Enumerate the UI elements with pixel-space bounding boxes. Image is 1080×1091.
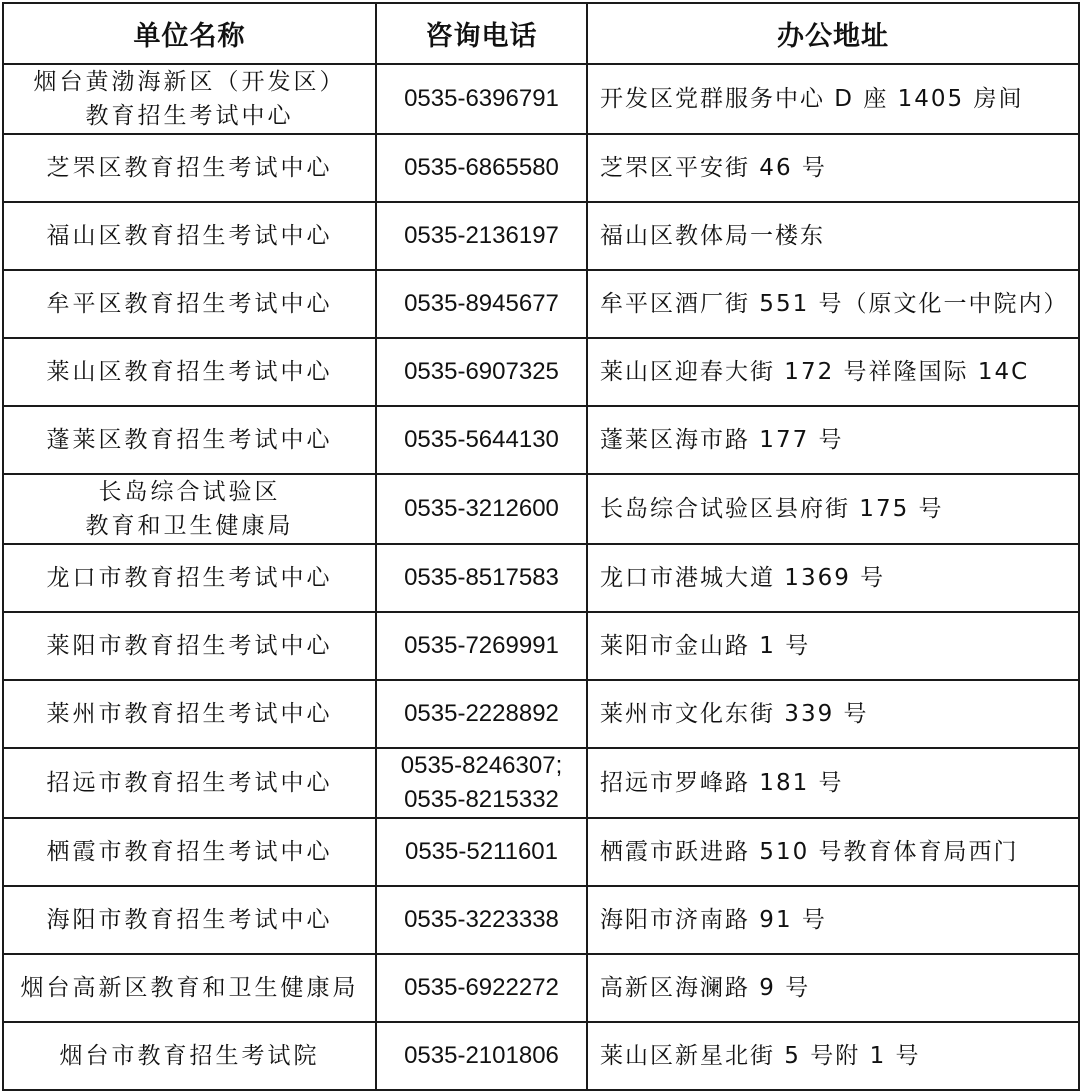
table-row bbox=[3, 680, 1079, 748]
address-cell: 芝罘区平安街 46 号 bbox=[587, 134, 1079, 202]
header-row bbox=[3, 3, 1079, 64]
address-cell: 招远市罗峰路 181 号 bbox=[587, 748, 1079, 818]
table-row bbox=[3, 134, 1079, 202]
unit-name-line: 海阳市教育招生考试中心 bbox=[46, 907, 333, 933]
phone-number: 0535-8246307; bbox=[400, 752, 563, 779]
phone-number: 0535-8215332 bbox=[404, 786, 559, 813]
address-cell: 莱山区迎春大街 172 号祥隆国际 14C bbox=[587, 338, 1079, 406]
unit-name-line: 牟平区教育招生考试中心 bbox=[46, 291, 333, 317]
table-body bbox=[3, 64, 1079, 1090]
address-cell: 长岛综合试验区县府街 175 号 bbox=[587, 474, 1079, 544]
contact-table bbox=[2, 2, 1080, 1091]
table-row bbox=[3, 818, 1079, 886]
unit-name-cell bbox=[3, 406, 376, 474]
phone-cell bbox=[376, 612, 587, 680]
unit-name-line: 教育和卫生健康局 bbox=[85, 513, 294, 539]
address-cell: 莱州市文化东街 339 号 bbox=[587, 680, 1079, 748]
phone-number: 0535-6396791 bbox=[404, 85, 559, 112]
address-cell: 牟平区酒厂街 551 号（原文化一中院内） bbox=[587, 270, 1079, 338]
table-row bbox=[3, 338, 1079, 406]
unit-name-line: 龙口市教育招生考试中心 bbox=[46, 565, 333, 591]
unit-name-line: 长岛综合试验区 bbox=[98, 479, 281, 505]
header-unit-name: 单位名称 bbox=[3, 3, 376, 64]
phone-cell bbox=[376, 748, 587, 818]
unit-name-cell bbox=[3, 474, 376, 544]
unit-name-line: 芝罘区教育招生考试中心 bbox=[46, 155, 333, 181]
table-row bbox=[3, 544, 1079, 612]
phone-cell bbox=[376, 134, 587, 202]
unit-name-cell bbox=[3, 612, 376, 680]
address-cell: 龙口市港城大道 1369 号 bbox=[587, 544, 1079, 612]
unit-name-cell bbox=[3, 270, 376, 338]
address-cell: 开发区党群服务中心 D 座 1405 房间 bbox=[587, 64, 1079, 134]
phone-number: 0535-7269991 bbox=[404, 632, 559, 659]
unit-name-line: 莱州市教育招生考试中心 bbox=[46, 701, 333, 727]
unit-name-line: 莱山区教育招生考试中心 bbox=[46, 359, 333, 385]
unit-name-cell bbox=[3, 64, 376, 134]
address-cell: 莱山区新星北街 5 号附 1 号 bbox=[587, 1022, 1079, 1090]
unit-name-cell bbox=[3, 1022, 376, 1090]
table-row bbox=[3, 954, 1079, 1022]
unit-name-cell bbox=[3, 202, 376, 270]
phone-cell bbox=[376, 680, 587, 748]
phone-number: 0535-2101806 bbox=[404, 1042, 559, 1069]
unit-name-line: 福山区教育招生考试中心 bbox=[46, 223, 333, 249]
table-row bbox=[3, 474, 1079, 544]
phone-cell bbox=[376, 474, 587, 544]
unit-name-cell bbox=[3, 134, 376, 202]
header-phone: 咨询电话 bbox=[376, 3, 587, 64]
address-cell: 高新区海澜路 9 号 bbox=[587, 954, 1079, 1022]
unit-name-cell bbox=[3, 954, 376, 1022]
unit-name-line: 栖霞市教育招生考试中心 bbox=[46, 839, 333, 865]
phone-number: 0535-5644130 bbox=[404, 426, 559, 453]
table-header bbox=[3, 3, 1079, 64]
header-address: 办公地址 bbox=[587, 3, 1079, 64]
address-cell: 海阳市济南路 91 号 bbox=[587, 886, 1079, 954]
address-cell: 莱阳市金山路 1 号 bbox=[587, 612, 1079, 680]
unit-name-cell bbox=[3, 886, 376, 954]
table-row bbox=[3, 202, 1079, 270]
unit-name-cell bbox=[3, 680, 376, 748]
phone-cell bbox=[376, 202, 587, 270]
table-row bbox=[3, 612, 1079, 680]
unit-name-line: 莱阳市教育招生考试中心 bbox=[46, 633, 333, 659]
phone-cell bbox=[376, 1022, 587, 1090]
phone-number: 0535-6922272 bbox=[404, 974, 559, 1001]
phone-cell bbox=[376, 818, 587, 886]
table-row bbox=[3, 748, 1079, 818]
unit-name-cell bbox=[3, 338, 376, 406]
phone-number: 0535-5211601 bbox=[404, 838, 559, 865]
phone-cell bbox=[376, 64, 587, 134]
phone-number: 0535-3212600 bbox=[404, 495, 559, 522]
phone-cell bbox=[376, 954, 587, 1022]
table-row bbox=[3, 406, 1079, 474]
address-cell: 蓬莱区海市路 177 号 bbox=[587, 406, 1079, 474]
phone-cell bbox=[376, 270, 587, 338]
phone-number: 0535-3223338 bbox=[404, 906, 559, 933]
phone-number: 0535-2136197 bbox=[404, 222, 559, 249]
table-row bbox=[3, 64, 1079, 134]
address-cell: 福山区教体局一楼东 bbox=[587, 202, 1079, 270]
phone-cell bbox=[376, 544, 587, 612]
phone-cell bbox=[376, 406, 587, 474]
phone-number: 0535-2228892 bbox=[404, 700, 559, 727]
table-row bbox=[3, 886, 1079, 954]
phone-number: 0535-6907325 bbox=[404, 358, 559, 385]
unit-name-cell bbox=[3, 748, 376, 818]
address-cell: 栖霞市跃进路 510 号教育体育局西门 bbox=[587, 818, 1079, 886]
phone-number: 0535-8945677 bbox=[404, 290, 559, 317]
unit-name-line: 招远市教育招生考试中心 bbox=[46, 770, 333, 796]
unit-name-cell bbox=[3, 544, 376, 612]
unit-name-line: 烟台高新区教育和卫生健康局 bbox=[20, 975, 359, 1001]
table-row bbox=[3, 270, 1079, 338]
unit-name-line: 烟台市教育招生考试院 bbox=[59, 1043, 320, 1069]
phone-cell bbox=[376, 886, 587, 954]
unit-name-cell bbox=[3, 818, 376, 886]
unit-name-line: 蓬莱区教育招生考试中心 bbox=[46, 427, 333, 453]
contact-table-container bbox=[2, 2, 1078, 1084]
unit-name-line: 烟台黄渤海新区（开发区） bbox=[33, 69, 346, 95]
phone-number: 0535-8517583 bbox=[404, 564, 559, 591]
phone-cell bbox=[376, 338, 587, 406]
unit-name-line: 教育招生考试中心 bbox=[85, 103, 294, 129]
phone-number: 0535-6865580 bbox=[404, 154, 559, 181]
table-row bbox=[3, 1022, 1079, 1090]
